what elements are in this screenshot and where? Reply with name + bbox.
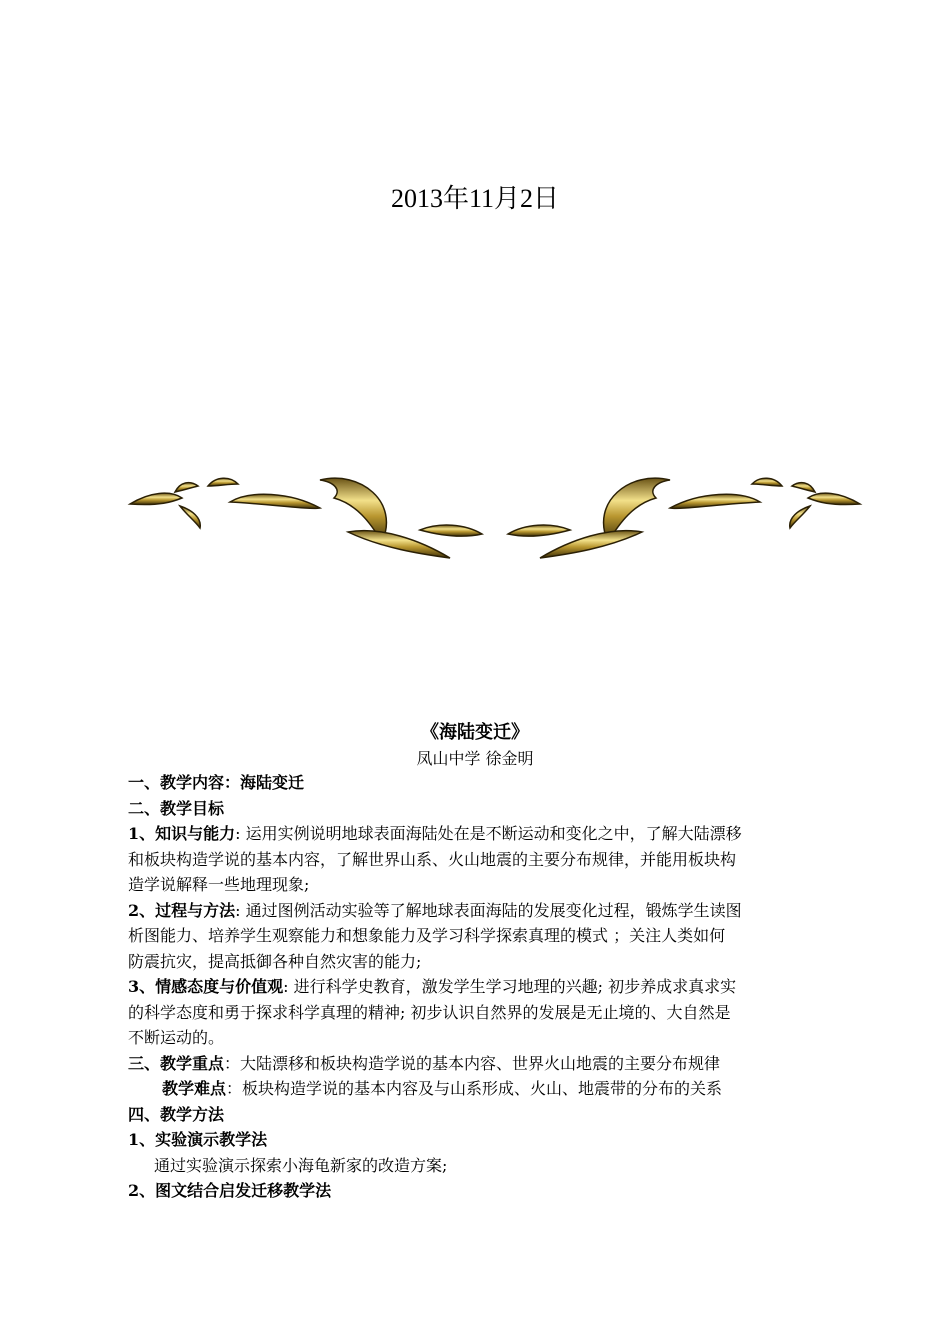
goal-heading: 3、情感态度与价值观: [128, 977, 284, 996]
section-text: ：大陆漂移和板块构造学说的基本内容、世界火山地震的主要分布规律: [224, 1053, 721, 1073]
goal-heading: 2、过程与方法: [128, 900, 236, 920]
goal-text: : 进行科学史教育，激发学生学习地理的兴趣; 初步养成求真求实: [283, 977, 737, 996]
section-heading: 三、教学重点: [128, 1053, 225, 1073]
goal-text: : 通过图例活动实验等了解地球表面海陆的发展变化过程，锻炼学生读图: [235, 900, 742, 920]
method-1-heading: 1、实验演示教学法: [128, 1130, 268, 1149]
section-heading: 一、教学内容：: [128, 773, 241, 792]
section-text: ：板块构造学说的基本内容及与山系形成、火山、地震带的分布的关系: [226, 1079, 723, 1098]
section-key-points: [128, 1051, 838, 1077]
goal-heading: 1、知识与能力: [128, 824, 236, 843]
document-date: 2013年11月2日: [390, 184, 560, 213]
section-heading: 教学难点: [162, 1079, 227, 1098]
gold-ornament-divider: [120, 462, 870, 572]
section-difficult-points: [128, 1076, 838, 1102]
section-teaching-goals: 二、教学目标: [128, 798, 225, 818]
goal-process-line-1: [128, 898, 838, 924]
document-title: 《海陆变迁》: [421, 722, 529, 743]
method-1-text: 通过实验演示探索小海龟新家的改造方案;: [154, 1155, 448, 1175]
goal-process-line-3: 防震抗灾，提高抵御各种自然灾害的能力;: [128, 951, 422, 971]
section-teaching-content: [128, 770, 838, 796]
section-teaching-methods: 四、教学方法: [128, 1104, 225, 1124]
goal-process-line-2: 析图能力、培养学生观察能力和想象能力及学习科学探索真理的模式 ；关注人类如何: [128, 926, 726, 945]
goal-knowledge-line-3: 造学说解释一些地理现象;: [128, 875, 310, 894]
goal-knowledge-line-1: [128, 821, 838, 847]
document-body: [128, 770, 838, 1204]
goal-attitude-line-3: 不断运动的。: [128, 1028, 225, 1047]
goal-knowledge-line-2: 和板块构造学说的基本内容，了解世界山系、火山地震的主要分布规律，并能用板块构: [128, 849, 737, 869]
goal-attitude-line-1: [128, 974, 838, 1000]
goal-attitude-line-2: 的科学态度和勇于探求科学真理的精神; 初步认识自然界的发展是无止境的、大自然是: [128, 1002, 731, 1022]
document-author: 凤山中学 徐金明: [416, 749, 534, 768]
goal-text: : 运用实例说明地球表面海陆处在是不断运动和变化之中，了解大陆漂移: [235, 824, 742, 843]
section-text: 海陆变迁: [240, 773, 305, 792]
ornament-right: [508, 478, 860, 558]
ornament-left: [130, 478, 482, 558]
method-2-heading: 2、图文结合启发迁移教学法: [128, 1181, 332, 1200]
